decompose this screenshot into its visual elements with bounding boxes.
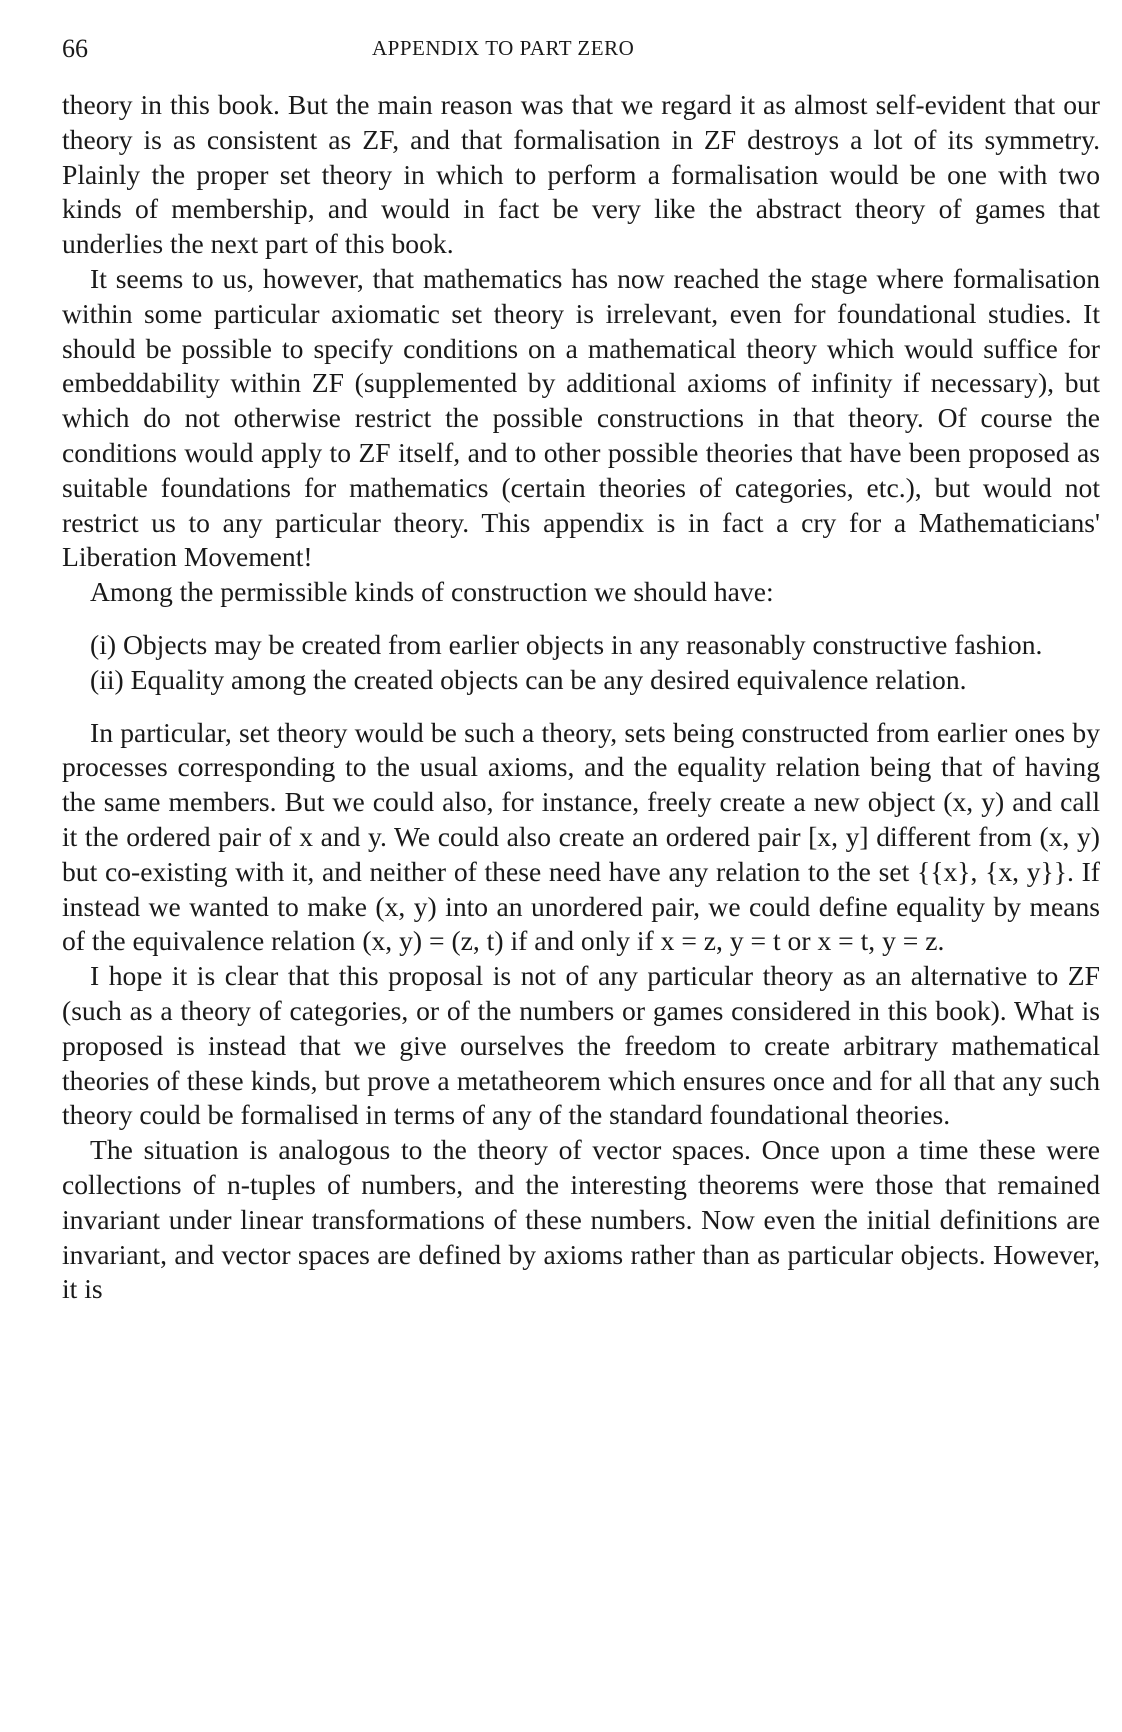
running-head — [62, 34, 1100, 74]
body-text — [62, 88, 1100, 1307]
paragraph-vector-spaces: The situation is analogous to the theory of vector spaces. Once upon a time these were collections of n-tuples of numbers, and the interesting theorems were those that remained invariant under linear transformations of these numbers. Now even the initial definitions are invariant, and vector spaces are defined by axioms rather than as particular objects. However, it is — [62, 1134, 1100, 1305]
paragraph-continuation: theory in this book. But the main reason was that we regard it as almost self-evident that our theory is as consistent as ZF, and that formalisation in ZF destroys a lot of its symmetry. Plainly the proper set theory in which to perform a formalisation would be one with two kinds of membership, and would in fact be very like the abstract theory of games that underlies the next part of this book. — [62, 89, 1100, 260]
paragraph-constructions-intro: Among the permissible kinds of construction we should have: — [90, 576, 774, 608]
running-title: APPENDIX TO PART ZERO — [372, 36, 635, 60]
list-item — [90, 628, 1100, 663]
constructions-list — [90, 628, 1100, 698]
list-marker: (ii) — [90, 663, 124, 695]
paragraph-set-theory-example: In particular, set theory would be such a theory, sets being constructed from earlier ones by processes corresponding to the usual axioms, and the equality relation being that of having the same members. But we could also, for instance, freely create a new object (x, y) and call it the ordered pair of x and y. We could also create an ordered pair [x, y] different from (x, y) but co-existing with it, and neither of these need have any relation to the set {{x}, {x, y}}. If instead we wanted to make (x, y) into an unordered pair, we could define equality by means of the equivalence relation (x, y) = (z, t) if and only if x = z, y = t or x = t, y = z. — [62, 716, 1100, 957]
list-item — [90, 663, 1100, 698]
list-marker: (i) — [90, 628, 117, 660]
list-item-text: Equality among the created objects can be any desired equivalence relation. — [130, 663, 967, 695]
paragraph-proposal: I hope it is clear that this proposal is not of any particular theory as an alternative to ZF (such as a theory of categories, or of the numbers or games considered in this book). What is proposed is instead that we give ourselves the freedom to create arbitrary mathematical theories of these kinds, but prove a metatheorem which ensures once and for all that any such theory could be formalised in terms of any of the standard foundational theories. — [62, 960, 1100, 1131]
page-number: 66 — [62, 34, 88, 63]
paragraph-liberation: It seems to us, however, that mathematics has now reached the stage where formalisation within some particular axiomatic set theory is irrelevant, even for foundational studies. It should be possible to specify conditions on a mathematical theory which would suffice for embeddability within ZF (supplemented by additional axioms of infinity if necessary), but which do not otherwise restrict the possible constructions in that theory. Of course the conditions would apply to ZF itself, and to other possible theories that have been proposed as suitable foundations for mathematics (certain theories of categories, etc.), but would not restrict us to any particular theory. This appendix is in fact a cry for a Mathematicians' Liberation Movement! — [62, 262, 1100, 573]
list-item-text: Objects may be created from earlier objects in any reasonably constructive fashion. — [122, 628, 1043, 660]
